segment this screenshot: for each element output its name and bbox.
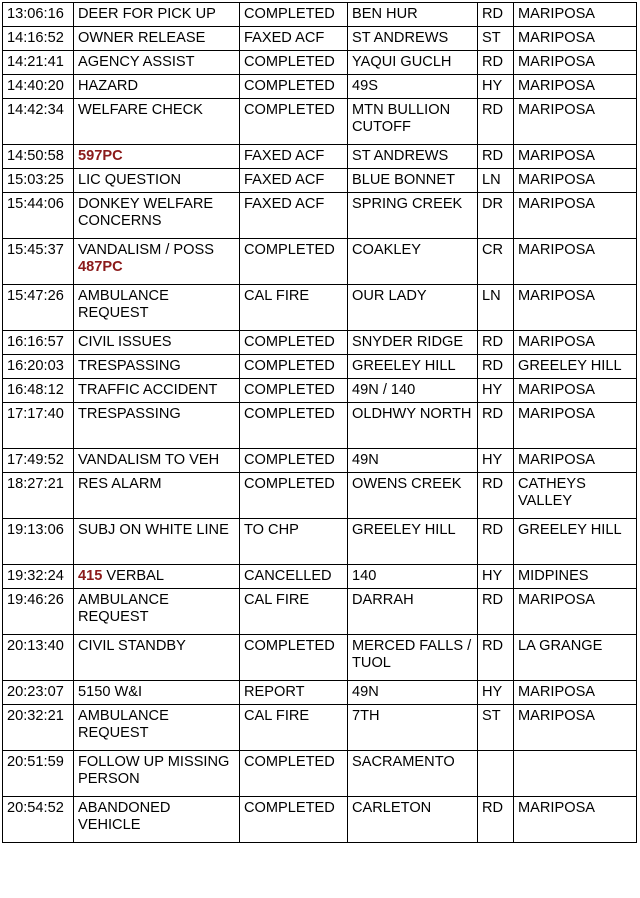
time-cell: 14:40:20 [3,75,74,99]
city-cell: MARIPOSA [514,705,637,751]
street-suffix-cell [478,751,514,797]
street-suffix-cell: RD [478,145,514,169]
street-suffix-cell: RD [478,797,514,843]
call-type-cell: DEER FOR PICK UP [74,3,240,27]
table-row [3,449,637,473]
table-row [3,635,637,681]
table-row [3,51,637,75]
street-suffix-cell: RD [478,99,514,145]
time-cell: 20:13:40 [3,635,74,681]
status-cell: COMPLETED [240,473,348,519]
call-type-cell: DONKEY WELFARE CONCERNS [74,193,240,239]
table-row [3,565,637,589]
time-cell: 20:51:59 [3,751,74,797]
call-log-table [2,2,637,843]
city-cell: MARIPOSA [514,681,637,705]
status-cell: COMPLETED [240,751,348,797]
city-cell: MARIPOSA [514,51,637,75]
street-cell: MERCED FALLS / TUOL [348,635,478,681]
status-cell: FAXED ACF [240,169,348,193]
city-cell: MARIPOSA [514,145,637,169]
street-cell: OWENS CREEK [348,473,478,519]
call-type-cell: TRESPASSING [74,355,240,379]
street-suffix-cell: RD [478,3,514,27]
street-cell: BLUE BONNET [348,169,478,193]
table-row [3,75,637,99]
status-cell: FAXED ACF [240,193,348,239]
status-cell: COMPLETED [240,449,348,473]
street-cell: COAKLEY [348,239,478,285]
call-type-cell: AGENCY ASSIST [74,51,240,75]
city-cell: LA GRANGE [514,635,637,681]
status-cell: FAXED ACF [240,145,348,169]
time-cell: 20:32:21 [3,705,74,751]
call-type-cell: TRESPASSING [74,403,240,449]
table-row [3,331,637,355]
street-cell: ST ANDREWS [348,27,478,51]
street-suffix-cell: HY [478,681,514,705]
call-type-cell: WELFARE CHECK [74,99,240,145]
status-cell: FAXED ACF [240,27,348,51]
table-row [3,99,637,145]
city-cell: CATHEYS VALLEY [514,473,637,519]
street-cell: YAQUI GUCLH [348,51,478,75]
call-type-cell: ABANDONED VEHICLE [74,797,240,843]
time-cell: 14:21:41 [3,51,74,75]
call-type-cell: CIVIL ISSUES [74,331,240,355]
table-row [3,705,637,751]
table-row [3,751,637,797]
status-cell: COMPLETED [240,403,348,449]
city-cell: MARIPOSA [514,99,637,145]
street-cell: 49S [348,75,478,99]
city-cell: GREELEY HILL [514,519,637,565]
time-cell: 20:54:52 [3,797,74,843]
call-type-cell: LIC QUESTION [74,169,240,193]
city-cell: MARIPOSA [514,169,637,193]
call-type-cell: TRAFFIC ACCIDENT [74,379,240,403]
city-cell: MARIPOSA [514,331,637,355]
street-suffix-cell: RD [478,635,514,681]
time-cell: 15:03:25 [3,169,74,193]
street-cell: OUR LADY [348,285,478,331]
street-cell: 49N / 140 [348,379,478,403]
time-cell: 13:06:16 [3,3,74,27]
street-suffix-cell: HY [478,75,514,99]
city-cell: MARIPOSA [514,75,637,99]
time-cell: 19:13:06 [3,519,74,565]
status-cell: COMPLETED [240,331,348,355]
table-row [3,355,637,379]
street-suffix-cell: ST [478,705,514,751]
street-suffix-cell: HY [478,565,514,589]
street-cell: 49N [348,681,478,705]
street-cell: GREELEY HILL [348,519,478,565]
time-cell: 16:48:12 [3,379,74,403]
table-row [3,3,637,27]
call-type-cell: AMBULANCE REQUEST [74,705,240,751]
time-cell: 15:44:06 [3,193,74,239]
city-cell: MARIPOSA [514,285,637,331]
street-suffix-cell: RD [478,589,514,635]
status-cell: COMPLETED [240,239,348,285]
street-suffix-cell: DR [478,193,514,239]
street-cell: 7TH [348,705,478,751]
table-row [3,519,637,565]
time-cell: 17:49:52 [3,449,74,473]
time-cell: 16:16:57 [3,331,74,355]
call-type-cell: OWNER RELEASE [74,27,240,51]
street-cell: GREELEY HILL [348,355,478,379]
city-cell: MARIPOSA [514,449,637,473]
status-cell: COMPLETED [240,3,348,27]
call-type-cell [74,239,240,285]
street-suffix-cell: LN [478,285,514,331]
status-cell: COMPLETED [240,379,348,403]
penal-code: 415 [78,568,103,584]
status-cell: CAL FIRE [240,705,348,751]
table-row [3,797,637,843]
street-cell: BEN HUR [348,3,478,27]
call-type-cell: CIVIL STANDBY [74,635,240,681]
street-cell: SNYDER RIDGE [348,331,478,355]
table-row [3,239,637,285]
call-type-text: VERBAL [102,568,165,584]
street-cell: SACRAMENTO [348,751,478,797]
city-cell: MARIPOSA [514,589,637,635]
penal-code: 487PC [78,259,123,275]
street-cell: 49N [348,449,478,473]
time-cell: 15:47:26 [3,285,74,331]
status-cell: COMPLETED [240,355,348,379]
status-cell: COMPLETED [240,51,348,75]
street-cell: CARLETON [348,797,478,843]
time-cell: 14:16:52 [3,27,74,51]
time-cell: 18:27:21 [3,473,74,519]
status-cell: COMPLETED [240,75,348,99]
street-suffix-cell: HY [478,379,514,403]
table-row [3,169,637,193]
table-row [3,145,637,169]
table-row [3,285,637,331]
city-cell: MARIPOSA [514,3,637,27]
call-type-cell: FOLLOW UP MISSING PERSON [74,751,240,797]
street-suffix-cell: RD [478,355,514,379]
call-type-cell: RES ALARM [74,473,240,519]
call-type-cell: AMBULANCE REQUEST [74,285,240,331]
street-cell: 140 [348,565,478,589]
status-cell: CANCELLED [240,565,348,589]
city-cell: MARIPOSA [514,27,637,51]
time-cell: 14:42:34 [3,99,74,145]
time-cell: 14:50:58 [3,145,74,169]
street-suffix-cell: RD [478,51,514,75]
penal-code: 597PC [78,148,123,164]
status-cell: CAL FIRE [240,589,348,635]
status-cell: REPORT [240,681,348,705]
status-cell: COMPLETED [240,99,348,145]
street-cell: DARRAH [348,589,478,635]
table-row [3,379,637,403]
call-type-cell: 5150 W&I [74,681,240,705]
time-cell: 15:45:37 [3,239,74,285]
time-cell: 19:46:26 [3,589,74,635]
street-suffix-cell: RD [478,519,514,565]
call-type-cell: HAZARD [74,75,240,99]
status-cell: COMPLETED [240,797,348,843]
call-type-cell [74,145,240,169]
city-cell: MIDPINES [514,565,637,589]
city-cell: MARIPOSA [514,797,637,843]
call-type-cell: SUBJ ON WHITE LINE [74,519,240,565]
street-cell: OLDHWY NORTH [348,403,478,449]
time-cell: 19:32:24 [3,565,74,589]
street-suffix-cell: HY [478,449,514,473]
call-type-cell: AMBULANCE REQUEST [74,589,240,635]
time-cell: 17:17:40 [3,403,74,449]
city-cell [514,751,637,797]
street-suffix-cell: LN [478,169,514,193]
city-cell: MARIPOSA [514,379,637,403]
city-cell: GREELEY HILL [514,355,637,379]
call-type-cell: VANDALISM TO VEH [74,449,240,473]
table-row [3,589,637,635]
street-suffix-cell: RD [478,403,514,449]
status-cell: CAL FIRE [240,285,348,331]
table-row [3,681,637,705]
street-cell: SPRING CREEK [348,193,478,239]
table-row [3,193,637,239]
call-type-cell [74,565,240,589]
street-cell: MTN BULLION CUTOFF [348,99,478,145]
call-log-body [3,3,637,843]
call-type-text: VANDALISM / POSS [78,242,214,258]
city-cell: MARIPOSA [514,193,637,239]
city-cell: MARIPOSA [514,403,637,449]
street-suffix-cell: CR [478,239,514,285]
status-cell: TO CHP [240,519,348,565]
street-cell: ST ANDREWS [348,145,478,169]
table-row [3,27,637,51]
time-cell: 16:20:03 [3,355,74,379]
street-suffix-cell: RD [478,473,514,519]
street-suffix-cell: RD [478,331,514,355]
table-row [3,403,637,449]
status-cell: COMPLETED [240,635,348,681]
time-cell: 20:23:07 [3,681,74,705]
city-cell: MARIPOSA [514,239,637,285]
street-suffix-cell: ST [478,27,514,51]
table-row [3,473,637,519]
